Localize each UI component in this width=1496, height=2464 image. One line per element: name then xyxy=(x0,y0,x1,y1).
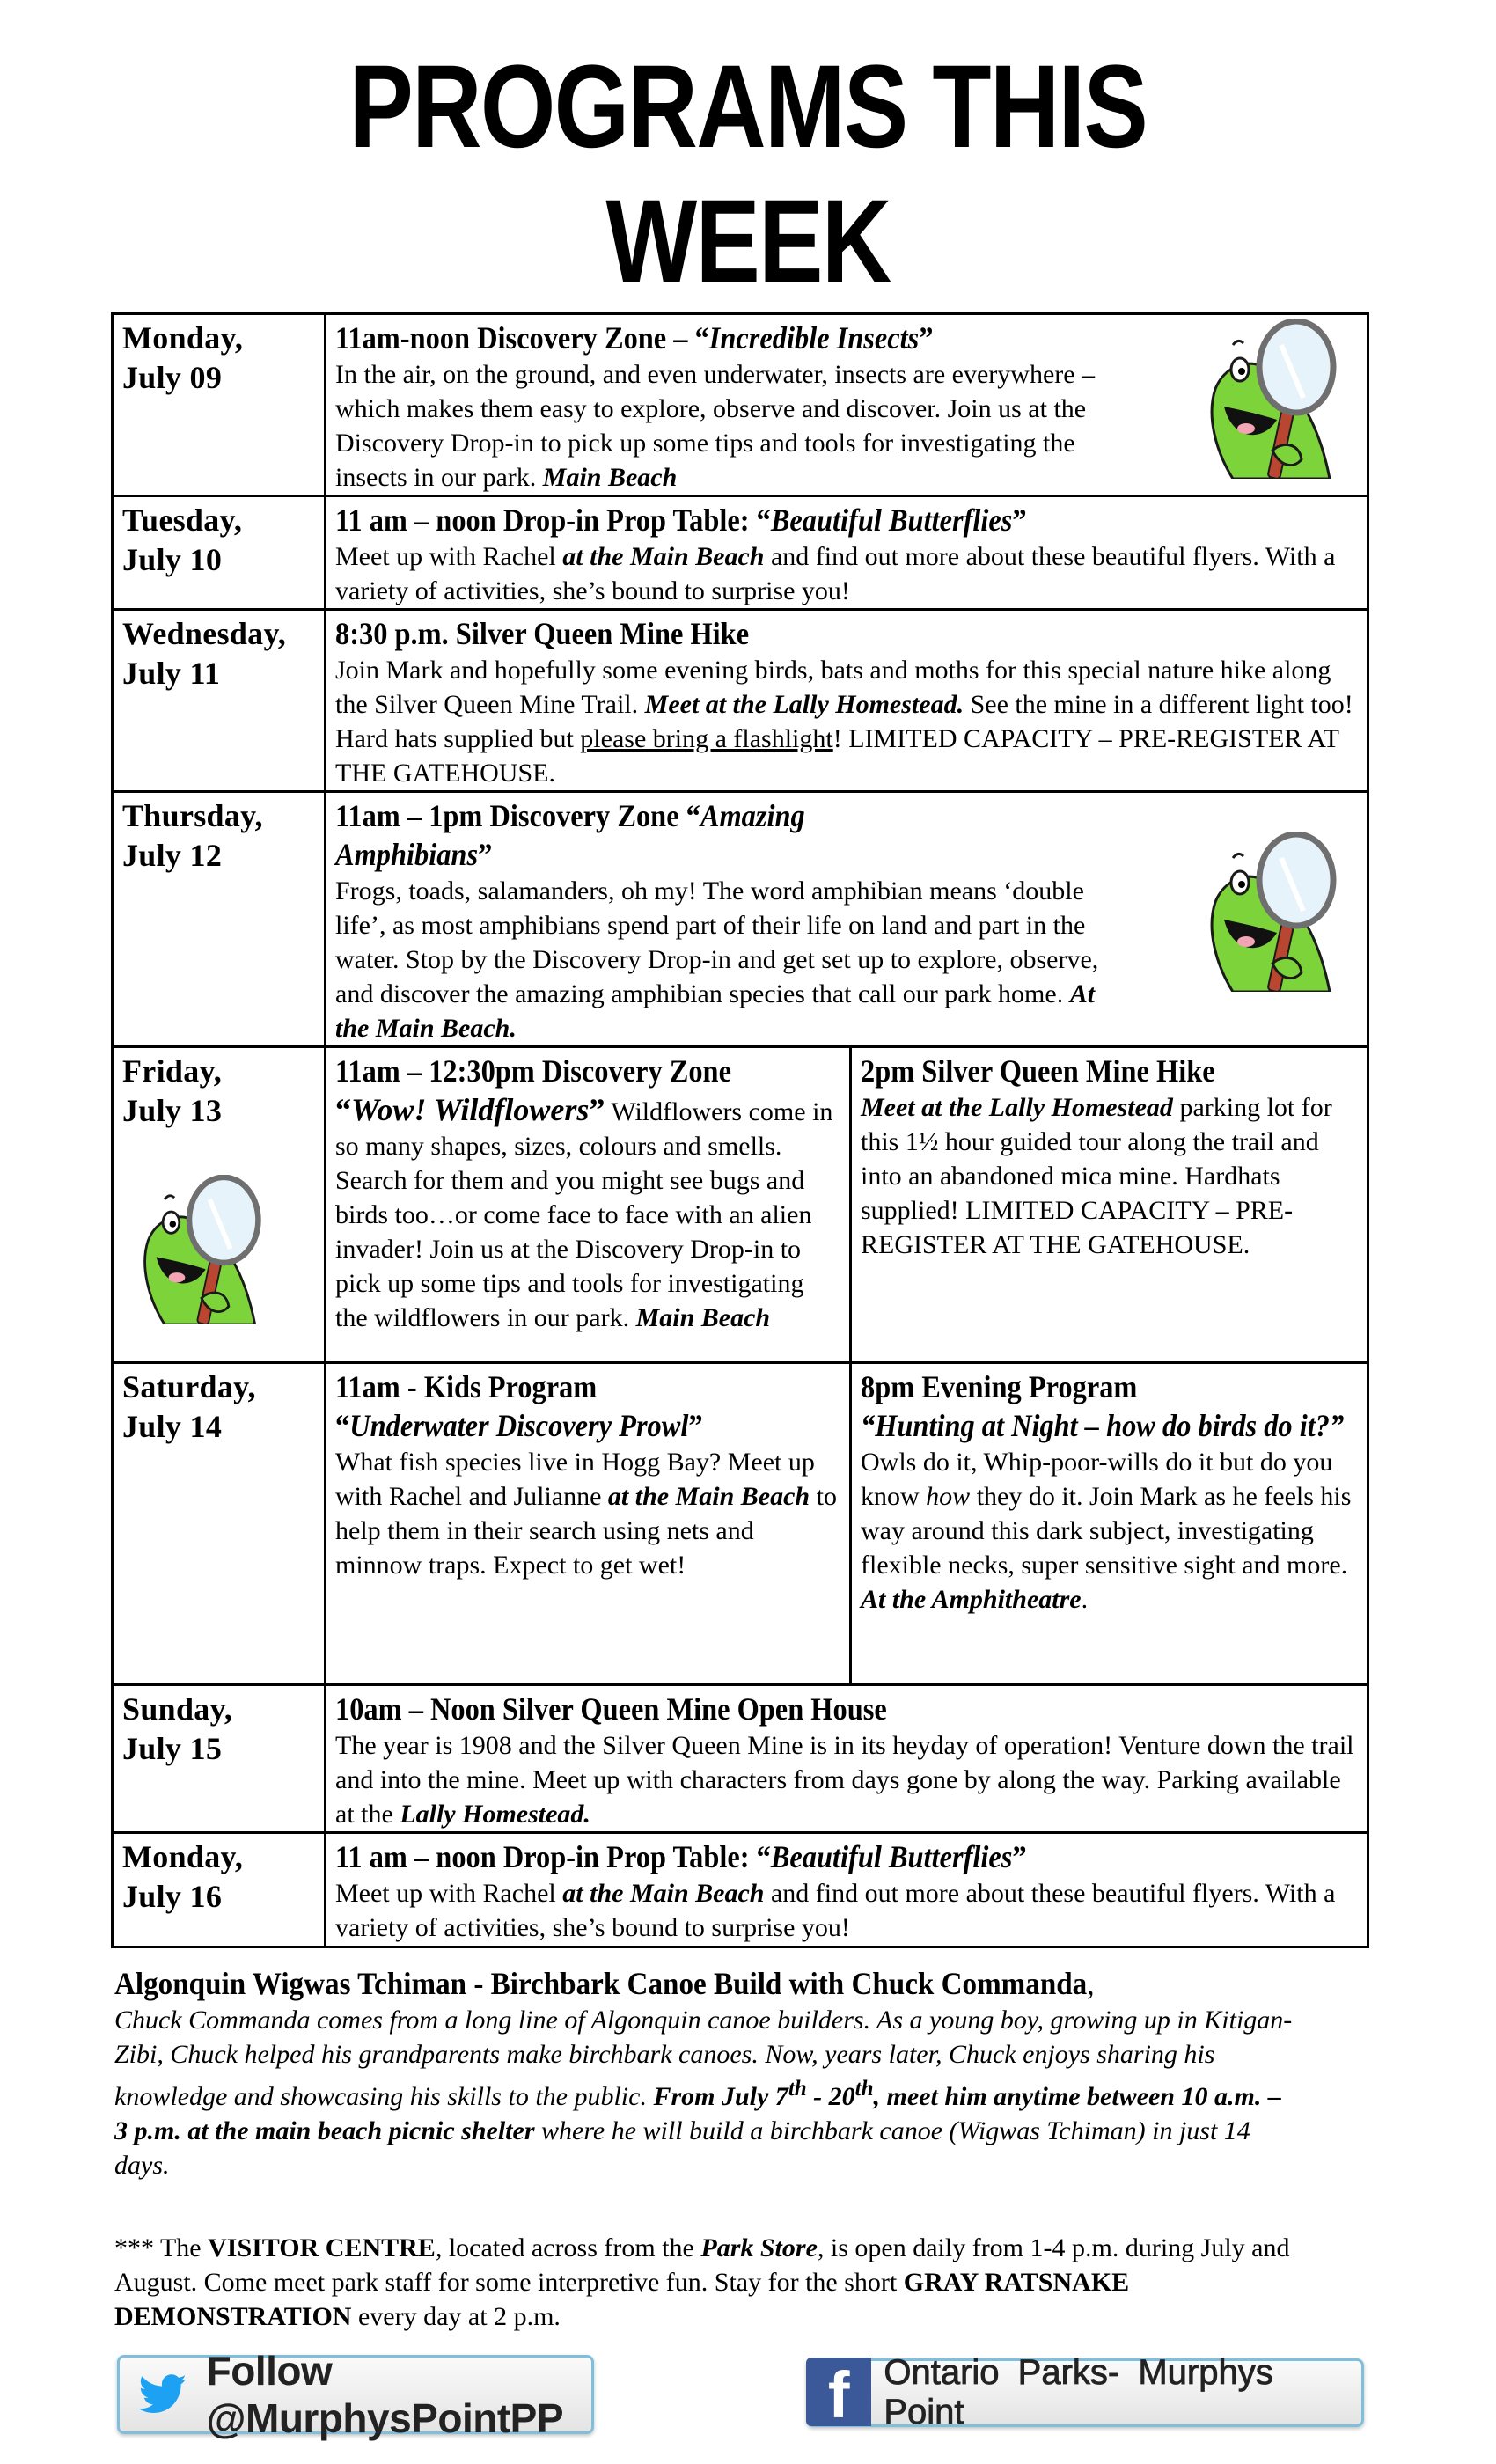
date-cell xyxy=(113,496,326,610)
description-text: . xyxy=(1081,1585,1089,1614)
description-text: and find out more about these beautiful flyers. With a variety of activities, she’s bound to surprise you! xyxy=(335,542,1336,605)
day-date: July 15 xyxy=(122,1731,223,1766)
heading-text: “ xyxy=(335,1092,351,1127)
heading-punctuation: , xyxy=(1087,1966,1095,2001)
description-text: where he will build a birchbark canoe (Wigwas Tchiman) in just 14 days. xyxy=(114,2116,1250,2180)
ratsnake-demo-label: GRAY RATSNAKE DEMONSTRATION xyxy=(114,2268,1130,2331)
program-description xyxy=(335,357,1110,495)
facebook-page-button[interactable] xyxy=(806,2353,1364,2431)
description-text: , is open daily from 1-4 p.m. during July and August. Come meet park staff for some interpretive fun. Stay for the short xyxy=(114,2233,1290,2297)
program-cell xyxy=(326,314,1368,496)
heading-text: ” xyxy=(688,1408,703,1443)
day-date: July 14 xyxy=(122,1409,223,1444)
page-title-text: PROGRAMS THIS xyxy=(348,41,1148,172)
program-location: at the Main Beach xyxy=(562,542,765,571)
heading-text: 11 am – noon Drop-in Prop Table: “ xyxy=(335,1839,771,1874)
day-date: July 09 xyxy=(122,360,223,395)
program-title: Wow! Wildflowers xyxy=(351,1092,590,1127)
canoe-build-section xyxy=(114,1964,1364,2182)
day-date: July 12 xyxy=(122,838,223,873)
day-name: Tuesday, xyxy=(122,502,243,538)
facebook-label: Ontario Parks- Murphys Point xyxy=(884,2353,1273,2431)
day-name: Thursday, xyxy=(122,798,263,833)
program-title: Beautiful Butterflies xyxy=(770,1839,1013,1874)
heading-text: ” xyxy=(1012,1839,1027,1874)
program-cell-evening xyxy=(851,1363,1368,1685)
program-location: At the Main Beach. xyxy=(335,979,1096,1043)
date-cell xyxy=(113,1833,326,1947)
date-range-text: From July 7 xyxy=(653,2082,788,2111)
schedule-row xyxy=(113,1685,1368,1833)
description-text: Join Mark and hopefully some evening birds, bats and moths for this special nature hike along the Silver Queen Mine Trail. xyxy=(335,656,1331,719)
program-cell-morning xyxy=(326,1363,851,1685)
description-text: parking lot for this 1½ hour guided tour along the trail and into an abandoned mica mine. Hardhats supplied! LIMITED CAPACITY – PRE-REGISTER AT THE GATEHOUSE. xyxy=(861,1093,1332,1259)
frog-magnifier-icon xyxy=(1198,832,1347,992)
ordinal-suffix: th xyxy=(788,2077,807,2101)
date-cell xyxy=(113,1685,326,1833)
day-name: Monday, xyxy=(122,320,244,356)
program-description xyxy=(861,1445,1360,1617)
schedule-row xyxy=(113,1363,1368,1685)
program-cell xyxy=(326,610,1368,792)
description-text: Owls do it, Whip-poor-wills do it but do you know xyxy=(861,1448,1333,1511)
ordinal-suffix: th xyxy=(854,2077,874,2101)
program-cell xyxy=(326,1685,1368,1833)
description-text: Meet up with Rachel xyxy=(335,542,563,571)
schedule-row xyxy=(113,792,1368,1047)
program-heading: 8pm Evening Program xyxy=(861,1369,1138,1404)
program-title-line xyxy=(335,1406,791,1445)
day-date: July 10 xyxy=(122,542,223,577)
page-title-line-1 xyxy=(0,41,1496,172)
frog-magnifier-icon xyxy=(131,1175,272,1324)
description-text: every day at 2 p.m. xyxy=(351,2302,561,2331)
visitor-centre-description xyxy=(114,2231,1294,2334)
heading-text: 11am-noon Discovery Zone – “ xyxy=(335,320,709,356)
schedule-row xyxy=(113,610,1368,792)
day-name: Friday, xyxy=(122,1053,223,1089)
description-text: ! LIMITED CAPACITY – PRE-REGISTER AT THE GATEHOUSE. xyxy=(335,724,1339,788)
program-title-wrap xyxy=(335,1092,605,1127)
day-name: Sunday, xyxy=(122,1691,233,1727)
description-text: Frogs, toads, salamanders, oh my! The word amphibian means ‘double life’, as most amphibians spend part of their life on land and part in the water. Stop by the Discovery Drop-in and get set up to explore, observe, and discover the amazing amphibian species that call our park home. xyxy=(335,876,1099,1008)
program-heading: 10am – Noon Silver Queen Mine Open House xyxy=(335,1691,887,1727)
canoe-build-heading xyxy=(114,1964,1264,2003)
program-heading: 2pm Silver Queen Mine Hike xyxy=(861,1053,1215,1089)
program-title: Amazing Amphibians xyxy=(335,798,805,872)
day-date: July 16 xyxy=(122,1879,223,1914)
program-title: Incredible Insects xyxy=(708,320,920,356)
program-description xyxy=(335,539,1360,608)
date-range-text: - 20 xyxy=(806,2082,855,2111)
description-text: and find out more about these beautiful flyers. With a variety of activities, she’s bound to surprise you! xyxy=(335,1879,1336,1942)
heading-text: “ xyxy=(335,1408,350,1443)
heading-text: 11am – 1pm Discovery Zone “ xyxy=(335,798,700,833)
program-location: At the Amphitheatre xyxy=(861,1585,1082,1614)
date-cell xyxy=(113,792,326,1047)
meeting-details: , meet him anytime between 10 a.m. – 3 p.m. at the main beach picnic shelter xyxy=(114,2082,1281,2145)
day-name: Monday, xyxy=(122,1839,244,1874)
program-description xyxy=(335,653,1360,790)
program-description xyxy=(335,874,1110,1045)
heading-text: Algonquin Wigwas Tchiman - Birchbark Canoe Build with Chuck Commanda xyxy=(114,1966,1088,2001)
program-heading xyxy=(335,796,890,874)
day-date: July 13 xyxy=(122,1093,223,1128)
day-name: Saturday, xyxy=(122,1369,256,1404)
heading-text: ” xyxy=(478,837,493,872)
program-description xyxy=(335,1090,842,1335)
day-name: Wednesday, xyxy=(122,616,287,651)
program-location: at the Main Beach xyxy=(607,1482,810,1511)
program-description xyxy=(335,1445,842,1582)
facebook-f-icon: f xyxy=(806,2358,871,2426)
heading-text: ” xyxy=(919,320,934,356)
canoe-build-description xyxy=(114,2003,1294,2182)
program-location: at the Main Beach xyxy=(562,1879,765,1908)
program-description xyxy=(335,1728,1360,1831)
description-text: they do it. Join Mark as he feels his way around this dark subject, investigating flexible necks, super sensitive sight and more. xyxy=(861,1482,1352,1580)
description-text: Chuck Commanda comes from a long line of Algonquin canoe builders. As a young boy, growing up in Kitigan-Zibi, Chuck helped his grandparents make birchbark canoes. Now, years later, Chuck enjoys sharing his knowledge and showcasing his skills to the public. xyxy=(114,2006,1293,2111)
description-text: What fish species live in Hogg Bay? Meet up with Rachel and Julianne xyxy=(335,1448,815,1511)
twitter-bird-icon xyxy=(139,2370,187,2419)
schedule-row xyxy=(113,496,1368,610)
schedule-table xyxy=(111,312,1369,1948)
park-store-label: Park Store xyxy=(700,2233,818,2262)
program-location: Main Beach xyxy=(635,1303,771,1332)
description-text: *** The xyxy=(114,2233,209,2262)
page-title-text: WEEK xyxy=(605,176,891,307)
description-text: Meet up with Rachel xyxy=(335,1879,563,1908)
heading-text: ” xyxy=(1012,502,1027,538)
program-description xyxy=(861,1090,1360,1262)
program-heading: 11am - Kids Program xyxy=(335,1369,598,1404)
date-cell xyxy=(113,1363,326,1685)
program-location: Meet at the Lally Homestead xyxy=(861,1093,1173,1122)
date-cell xyxy=(113,1047,326,1363)
day-date: July 11 xyxy=(122,656,221,691)
program-description xyxy=(335,1876,1360,1945)
description-text: See the mine in a different light too! Hard hats supplied but xyxy=(335,690,1353,753)
schedule-row xyxy=(113,1833,1368,1947)
program-title: “Hunting at Night – how do birds do it?” xyxy=(861,1408,1345,1443)
program-cell xyxy=(326,792,1368,1047)
date-cell xyxy=(113,610,326,792)
program-cell-morning xyxy=(326,1047,851,1363)
program-location: Meet at the Lally Homestead. xyxy=(644,690,964,719)
description-text: The year is 1908 and the Silver Queen Mine is in its heyday of operation! Venture down the trail and into the mine. Meet up with characters from days gone by along the way. Parking available at the xyxy=(335,1731,1354,1829)
program-heading xyxy=(335,501,1258,539)
heading-text: 11 am – noon Drop-in Prop Table: “ xyxy=(335,502,771,538)
program-cell xyxy=(326,1833,1368,1947)
program-location: Main Beach xyxy=(542,463,678,492)
twitter-follow-button[interactable] xyxy=(117,2348,594,2441)
program-heading xyxy=(335,319,1258,357)
visitor-centre-label: VISITOR CENTRE xyxy=(208,2233,436,2262)
program-location: Lally Homestead. xyxy=(400,1800,590,1829)
description-text: to help them in their search using nets and minnow traps. Expect to get wet! xyxy=(335,1482,837,1580)
emphasis-text: how xyxy=(926,1482,971,1511)
description-text: In the air, on the ground, and even underwater, insects are everywhere – which makes them easy to explore, observe and discover. Join us at the Discovery Drop-in to pick up some tips and tools for investigating the insects in our park. xyxy=(335,360,1096,492)
visitor-centre-section xyxy=(114,2231,1364,2334)
program-cell-afternoon xyxy=(851,1047,1368,1363)
program-title: Beautiful Butterflies xyxy=(770,502,1013,538)
schedule-row xyxy=(113,314,1368,496)
program-heading: 11am – 12:30pm Discovery Zone xyxy=(335,1053,731,1089)
heading-text: ” xyxy=(589,1092,605,1127)
description-text: Wildflowers come in so many shapes, sizes, colours and smells. Search for them and you might see bugs and birds too…or come face to face with an alien invader! Join us at the Discovery Drop-in to pick up some tips and tools for investigating the wildflowers in our park. xyxy=(335,1097,833,1332)
date-cell xyxy=(113,314,326,496)
schedule-row xyxy=(113,1047,1368,1363)
program-cell xyxy=(326,496,1368,610)
page-title-line-2 xyxy=(0,176,1496,307)
program-heading xyxy=(335,1837,1258,1876)
program-heading: 8:30 p.m. Silver Queen Mine Hike xyxy=(335,616,750,651)
flashlight-note: please bring a flashlight xyxy=(580,724,833,753)
program-title: Underwater Discovery Prowl xyxy=(349,1408,689,1443)
description-text: , located across from the xyxy=(435,2233,701,2262)
twitter-label: Follow @MurphysPointPP xyxy=(206,2348,564,2441)
